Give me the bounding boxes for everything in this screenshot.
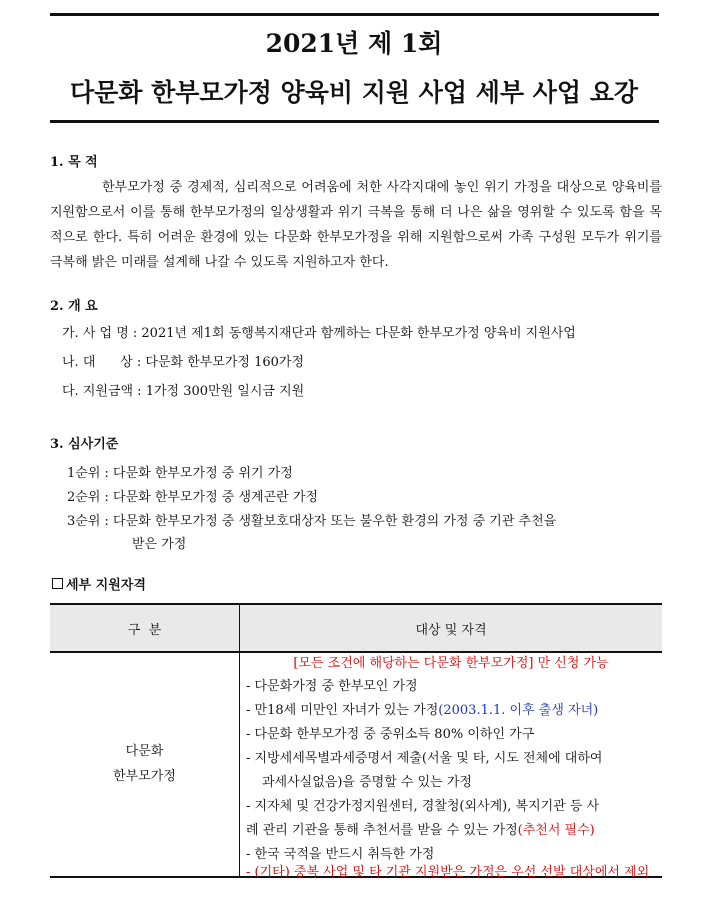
eligibility-table [50, 603, 662, 878]
eligibility-row-5-cont [246, 819, 595, 838]
table-category-cell [50, 739, 239, 789]
eligibility-row-2-text: - 만18세 미만인 자녀가 있는 가정 [246, 703, 439, 718]
eligibility-row-5: - 지자체 및 건강가정지원센터, 경찰청(외사계), 복지기관 등 사 [246, 799, 600, 814]
criteria-rank-2: 2순위 : 다문화 한부모가정 중 생계곤란 가정 [67, 490, 318, 505]
eligibility-row-7: - (기타) 중복 사업 및 타 기관 지원받은 가정은 우선 선발 대상에서 제외 [246, 865, 650, 880]
title-bottom-rule [50, 120, 659, 123]
overview-item-amount: 다. 지원금액 : 1가정 300만원 일시금 지원 [62, 384, 305, 399]
criteria-rank-1: 1순위 : 다문화 한부모가정 중 위기 가정 [67, 466, 293, 481]
eligibility-row-2 [246, 699, 598, 718]
section-criteria-heading: 3. 심사기준 [50, 437, 119, 452]
criteria-rank-3: 3순위 : 다문화 한부모가정 중 생활보호대상자 또는 불우한 환경의 가정 중 기관 추천을 [67, 514, 557, 529]
eligibility-row-3: - 다문화 한부모가정 중 중위소득 80% 이하인 가구 [246, 727, 535, 742]
page-title-line2: 다문화 한부모가정 양육비 지원 사업 세부 사업 요강 [69, 78, 639, 107]
page-title-line1: 2021년 제 1회 [265, 29, 443, 58]
overview-item-target: 나. 대 상 : 다문화 한부모가정 160가정 [62, 355, 305, 370]
overview-item-project-name: 가. 사 업 명 : 2021년 제1회 동행복지재단과 함께하는 다문화 한부모가정 양육비 지원사업 [62, 326, 576, 341]
eligibility-row-2-date: (2003.1.1. 이후 출생 자녀) [438, 703, 599, 718]
eligibility-row-4-cont: 과세사실없음)을 증명할 수 있는 가정 [262, 775, 472, 790]
eligibility-notice: [모든 조건에 해당하는 다문화 한부모가정] 만 신청 가능 [293, 656, 609, 671]
table-header-target: 대상 및 자격 [415, 623, 487, 638]
section-purpose-heading: 1. 목 적 [50, 155, 98, 170]
title-top-rule [50, 13, 659, 16]
criteria-rank-3-cont: 받은 가정 [132, 537, 187, 552]
eligibility-row-5-text: 례 관리 기관을 통해 추천서를 받을 수 있는 가정 [246, 823, 518, 838]
table-column-divider [239, 603, 240, 878]
eligibility-title [52, 574, 146, 593]
table-top-rule [50, 603, 662, 605]
table-header-category: 구 분 [127, 623, 162, 638]
category-line1: 다문화 [125, 744, 164, 759]
eligibility-title-text: 세부 지원자격 [66, 578, 146, 593]
eligibility-row-4: - 지방세세목별과세증명서 제출(서울 및 타, 시도 전체에 대하여 [246, 751, 603, 766]
checkbox-square-icon [52, 578, 63, 589]
eligibility-row-6: - 한국 국적을 반드시 취득한 가정 [246, 847, 435, 862]
section-overview-heading: 2. 개 요 [50, 299, 98, 314]
purpose-paragraph: 한부모가정 중 경제적, 심리적으로 어려움에 처한 사각지대에 놓인 위기 가정을 대상으로 양육비를 지원함으로서 이를 통해 한부모가정의 일상생활과 위기 극복을 통해 더 나은 삶을 영위할 수 있도록 함을 목적으로 한다. 특히 어려운 환경에 있는 다문화 한부모가정을 위해 지원함으로써 가족 구성원 모두가 위기를 극복해 밝은 미래를 설계해 나갈 수 있도록 지원하고자 한다. [50, 180, 662, 270]
category-line2: 한부모가정 [113, 769, 176, 784]
eligibility-row-5-required: (추천서 필수) [517, 823, 595, 838]
eligibility-row-1: - 다문화가정 중 한부모인 가정 [246, 679, 418, 694]
